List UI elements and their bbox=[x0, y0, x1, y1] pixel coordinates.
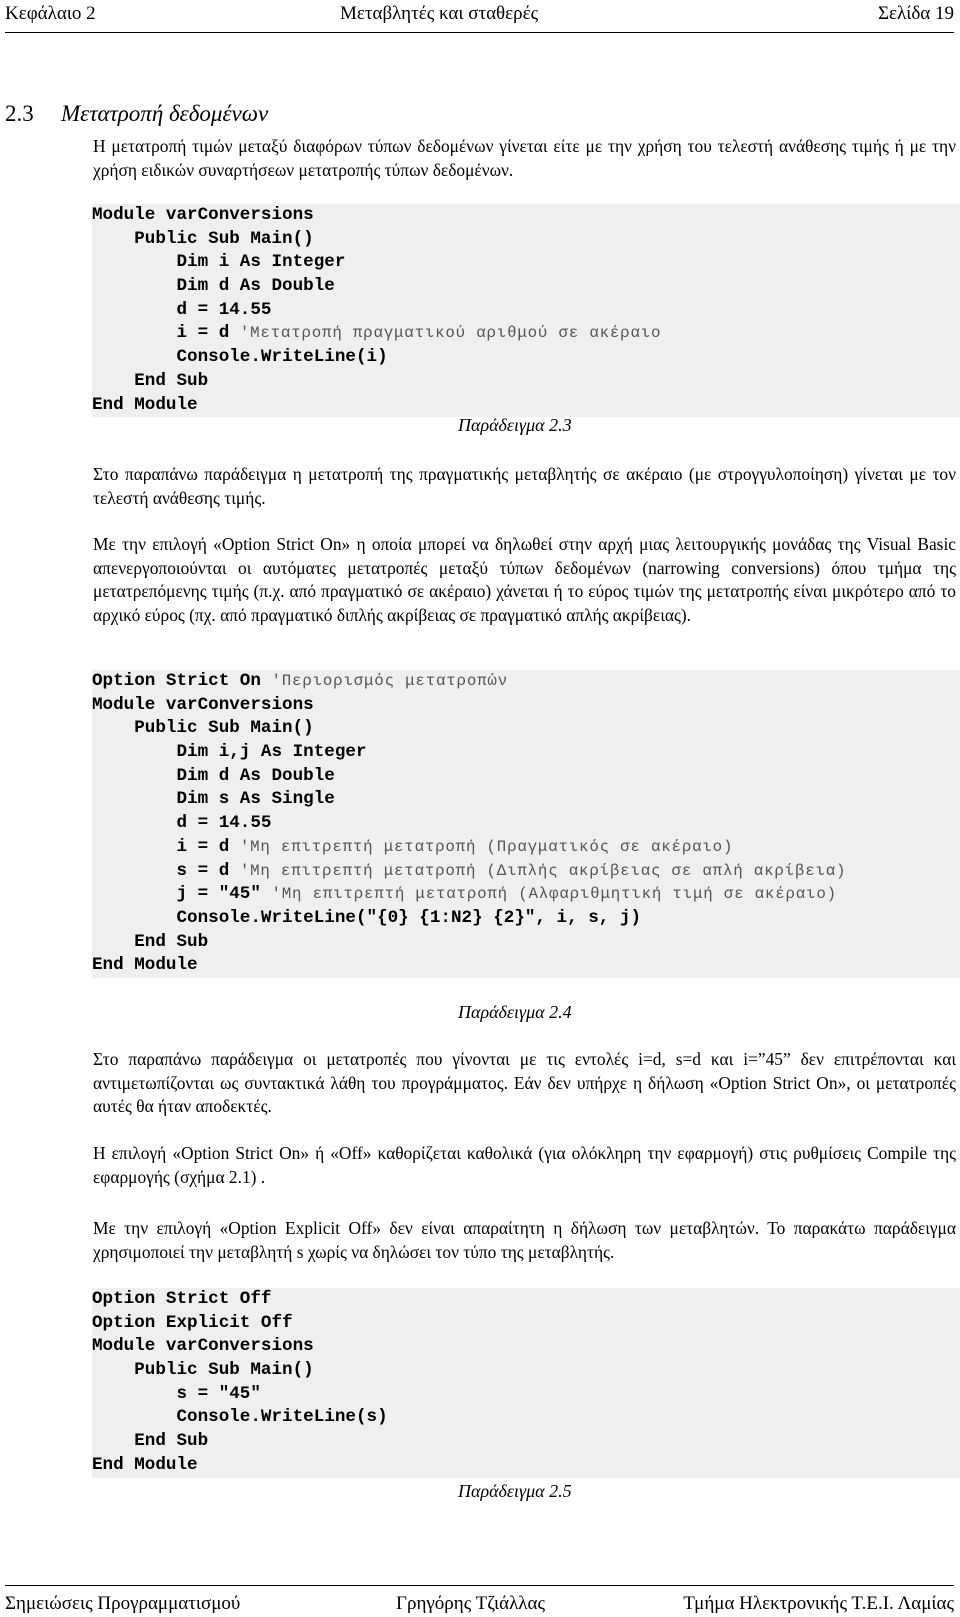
code-text: Console.WriteLine("{0} {1:N2} {2}", i, s, j) bbox=[92, 907, 642, 928]
code-block-example-2-4 bbox=[92, 670, 960, 978]
code-comment: 'Μη επιτρεπτή μετατροπή (Αλφαριθμητική τιμή σε ακέραιο) bbox=[271, 885, 837, 904]
paragraph-after-example-2-3: Στο παραπάνω παράδειγμα η μετατροπή της πραγματικής μεταβλητής σε ακέραιο (με στρογγυλοποίηση) γίνεται με τον τελεστή ανάθεσης τιμής. bbox=[93, 464, 956, 508]
code-line bbox=[92, 346, 960, 370]
footer-author: Γρηγόρης Τζιάλλας bbox=[396, 1593, 545, 1614]
code-text: Module varConversions bbox=[92, 694, 314, 715]
header-chapter: Κεφάλαιο 2 bbox=[5, 3, 96, 24]
code-line bbox=[92, 370, 960, 394]
footer-divider bbox=[5, 1585, 954, 1586]
code-comment: 'Μετατροπή πραγματικού αριθμού σε ακέραιο bbox=[239, 324, 662, 343]
code-text: Public Sub Main() bbox=[92, 228, 314, 249]
code-line bbox=[92, 228, 960, 252]
code-line bbox=[92, 788, 960, 812]
header-page-number: Σελίδα 19 bbox=[877, 3, 954, 24]
code-text: Module varConversions bbox=[92, 205, 314, 225]
code-text: Dim d As Double bbox=[92, 765, 335, 786]
code-line bbox=[92, 907, 960, 931]
code-line bbox=[92, 836, 960, 860]
paragraph-intro: Η μετατροπή τιμών μεταξύ διαφόρων τύπων δεδομένων γίνεται είτε με την χρήση του τελεστή ανάθεσης τιμής ή με την χρήση ειδικών συναρτήσεων μετατροπής τύπων δεδομένων. bbox=[93, 136, 956, 180]
footer-department: Τμήμα Ηλεκτρονικής Τ.Ε.Ι. Λαμίας bbox=[683, 1593, 954, 1614]
code-line bbox=[92, 1406, 960, 1430]
code-line bbox=[92, 204, 960, 228]
code-text: Console.WriteLine(s) bbox=[92, 1407, 388, 1428]
code-text: s = "45" bbox=[92, 1383, 261, 1404]
section-title: Μετατροπή δεδομένων bbox=[61, 101, 269, 126]
code-text: End Sub bbox=[92, 370, 209, 391]
code-line bbox=[92, 717, 960, 741]
code-text: Public Sub Main() bbox=[92, 718, 314, 739]
code-text: Console.WriteLine(i) bbox=[92, 347, 388, 368]
paragraph-option-strict-global: Η επιλογή «Option Strict On» ή «Off» καθορίζεται καθολικά (για ολόκληρη την εφαρμογή) στις ρυθμίσεις Compile της εφαρμογής (σχήμα 2.1) . bbox=[93, 1143, 956, 1187]
code-line bbox=[92, 1335, 960, 1359]
code-text: End Sub bbox=[92, 1431, 209, 1452]
code-line bbox=[92, 251, 960, 275]
code-block-example-2-5 bbox=[92, 1288, 960, 1478]
code-line bbox=[92, 954, 960, 978]
code-line bbox=[92, 741, 960, 765]
code-text: Public Sub Main() bbox=[92, 1360, 314, 1381]
code-text: Dim i,j As Integer bbox=[92, 742, 367, 763]
code-line bbox=[92, 299, 960, 323]
code-text: Dim i As Integer bbox=[92, 252, 346, 273]
section-number: 2.3 bbox=[5, 101, 34, 126]
code-line bbox=[92, 694, 960, 718]
footer-course: Σημειώσεις Προγραμματισμού bbox=[5, 1593, 241, 1614]
paragraph-option-explicit-off: Με την επιλογή «Option Explicit Off» δεν είναι απαραίτητη η δήλωση των μεταβλητών. Το παρακάτω παράδειγμα χρησιμοποιεί την μεταβλητή s χωρίς να δηλώσει τον τύπο της μεταβλητής. bbox=[93, 1218, 956, 1262]
code-text: s = d bbox=[92, 860, 240, 881]
code-text: i = d bbox=[92, 323, 240, 344]
section-heading bbox=[5, 100, 268, 128]
paragraph-option-strict-on: Με την επιλογή «Option Strict On» η οποία μπορεί να δηλωθεί στην αρχή μιας λειτουργικής μονάδας της Visual Basic απενεργοποιούνται οι αυτόματες μετατροπές μεταξύ τύπων δεδομένων (narrowing conversions) όπου τμήμα της μετατρεπόμενης τιμής (π.χ. από πραγματικό σε ακέραιο) χάνεται ή το εύρος τιμών της μετατροπής είναι μικρότερο από το αρχικό εύρος (πχ. από πραγματικό διπλής ακρίβειας σε πραγματικό απλής ακρίβειας). bbox=[93, 534, 956, 625]
header-divider bbox=[5, 32, 954, 33]
code-text: i = d bbox=[92, 836, 240, 857]
code-line bbox=[92, 1383, 960, 1407]
code-text: j = "45" bbox=[92, 884, 272, 905]
code-line bbox=[92, 860, 960, 884]
code-line bbox=[92, 1430, 960, 1454]
code-line bbox=[92, 1288, 960, 1312]
code-line bbox=[92, 322, 960, 346]
code-comment: 'Περιορισμός μετατροπών bbox=[271, 672, 508, 690]
code-line bbox=[92, 812, 960, 836]
code-line bbox=[92, 275, 960, 299]
paragraph-after-example-2-4: Στο παραπάνω παράδειγμα οι μετατροπές που γίνονται με τις εντολές i=d, s=d και i=”45” δεν επιτρέπονται και αντιμετωπίζονται ως συντακτικά λάθη του προγράμματος. Εάν δεν υπήρχε η δήλωση «Option Strict On», οι μετατροπές αυτές θα ήταν αποδεκτές. bbox=[93, 1049, 956, 1116]
caption-example-2-5: Παράδειγμα 2.5 bbox=[458, 1481, 572, 1501]
code-line bbox=[92, 1454, 960, 1478]
code-text: End Module bbox=[92, 1454, 198, 1475]
code-comment: 'Μη επιτρεπτή μετατροπή (Διπλής ακρίβειας σε απλή ακρίβεια) bbox=[239, 861, 847, 880]
code-line bbox=[92, 670, 960, 694]
code-text: d = 14.55 bbox=[92, 813, 272, 834]
code-line bbox=[92, 883, 960, 907]
page-footer bbox=[0, 1585, 960, 1617]
header-title: Μεταβλητές και σταθερές bbox=[340, 3, 539, 24]
code-text: Module varConversions bbox=[92, 1336, 314, 1357]
code-text: End Module bbox=[92, 394, 198, 415]
code-text: Option Strict Off bbox=[92, 1289, 272, 1309]
code-text: Dim d As Double bbox=[92, 276, 335, 297]
code-text: Option Explicit Off bbox=[92, 1312, 293, 1333]
code-text: End Module bbox=[92, 955, 198, 976]
code-line bbox=[92, 931, 960, 955]
code-text: Option Strict On bbox=[92, 671, 272, 691]
code-text: End Sub bbox=[92, 931, 209, 952]
code-block-example-2-3 bbox=[92, 204, 960, 417]
page-header bbox=[0, 0, 960, 34]
code-text: Dim s As Single bbox=[92, 789, 335, 810]
caption-example-2-3: Παράδειγμα 2.3 bbox=[458, 415, 572, 435]
code-line bbox=[92, 765, 960, 789]
code-text: d = 14.55 bbox=[92, 299, 272, 320]
code-line bbox=[92, 1312, 960, 1336]
code-line bbox=[92, 1359, 960, 1383]
caption-example-2-4: Παράδειγμα 2.4 bbox=[458, 1002, 572, 1022]
code-comment: 'Μη επιτρεπτή μετατροπή (Πραγματικός σε ακέραιο) bbox=[239, 837, 734, 856]
